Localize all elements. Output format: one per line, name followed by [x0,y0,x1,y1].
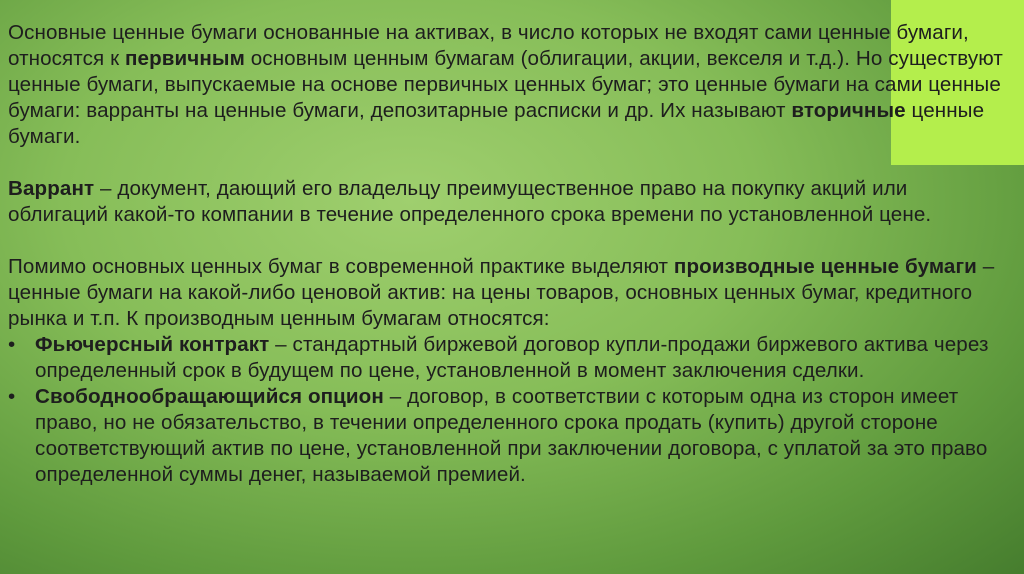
term-secondary: вторичные [791,99,906,122]
paragraph1-text-3: ценные бумаги. [8,99,985,148]
paragraph-primary-secondary [8,20,1008,150]
term-futures: Фьючерсный контракт [35,333,270,356]
list-item-futures [8,332,1008,384]
paragraph-warrant [8,176,1008,228]
paragraph1-text-1: Основные ценные бумаги основанные на активах, в число которых не входят сами ценные бумаги, относятся к [8,21,969,70]
paragraph1-text-2: основным ценным бумагам (облигации, акции, векселя и т.д.). Но существуют ценные бумаги, выпускаемые на основе первичных ценных бумаг; это ценные бумаги на сами ценные бумаги: варранты на ценные бумаги, депозитарные расписки и др. Их называют [8,47,1003,122]
paragraph3-text-2: –ценные бумаги на какой-либо ценовой актив: на цены товаров, основных ценных бумаг, кредитного рынка и т.п. К производным ценным бумагам относятся: [8,255,995,330]
paragraph3-text-1: Помимо основных ценных бумаг в современной практике выделяют [8,255,674,278]
term-primary: первичным [125,47,245,70]
term-derivatives: производные ценные бумаги [673,255,977,278]
derivatives-list [8,332,1008,488]
paragraph-derivatives [8,254,1008,332]
term-option: Свободнообращающийся опцион [35,385,384,408]
bullet-icon: • [8,385,16,408]
slide-content [8,20,1008,488]
bullet-icon: • [8,333,16,356]
list-item-option [8,384,1008,488]
term-warrant: Варрант [8,177,95,200]
option-definition: – договор, в соответствии с которым одна из сторон имеет право, но не обязательство, в течении определенного срока продать (купить) другой стороне соответствующий актив по цене, установленной при заключении договора, с уплатой за это право определенной суммы денег, называемой премией. [35,385,988,486]
futures-definition: – стандартный биржевой договор купли-продажи биржевого актива через определенный срок в будущем по цене, установленной в момент заключения сделки. [35,333,989,382]
warrant-definition: – документ, дающий его владельцу преимущественное право на покупку акций или облигаций какой-то компании в течение определенного срока времени по установленной цене. [8,177,932,226]
